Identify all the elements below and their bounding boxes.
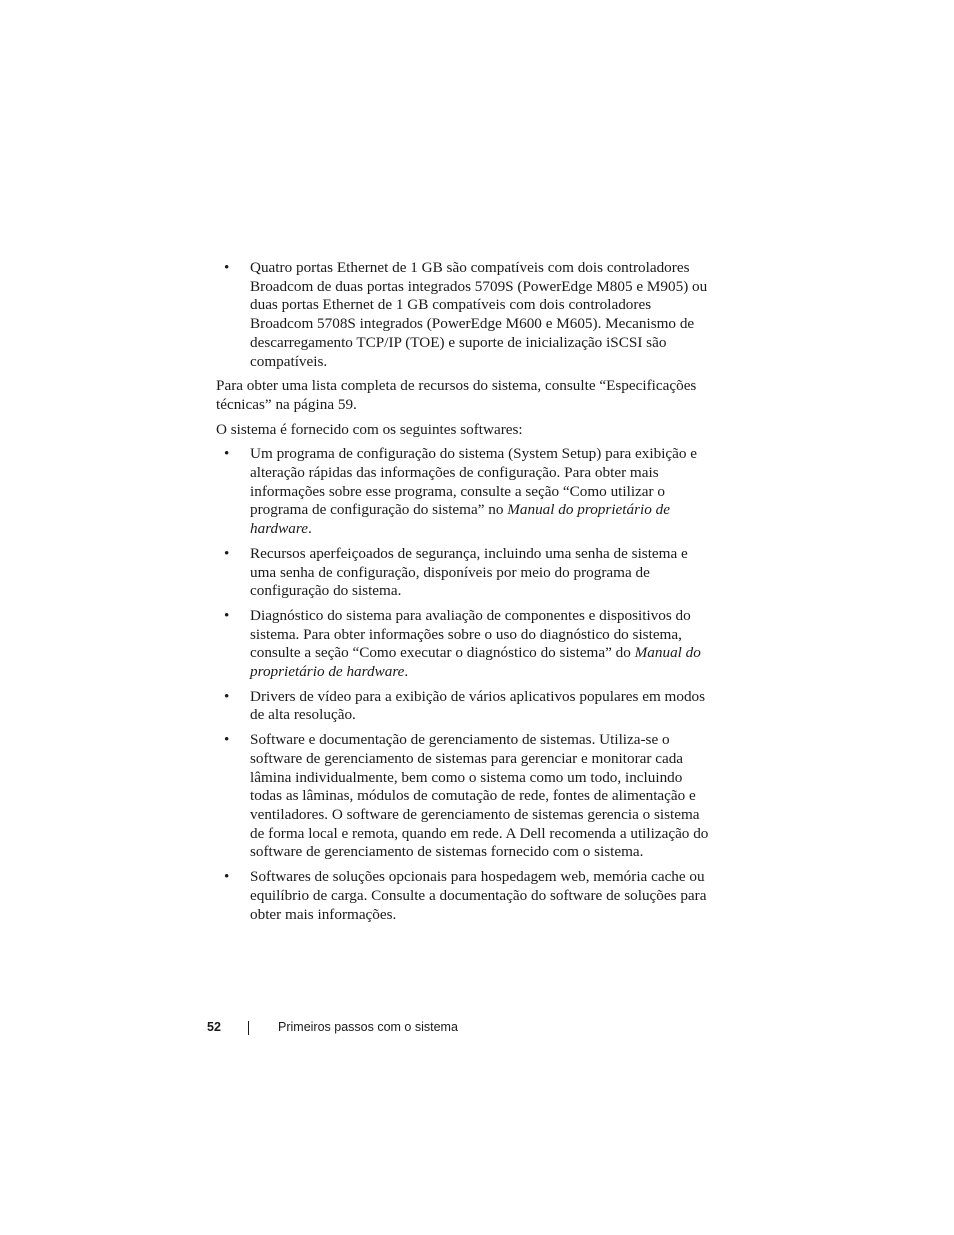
bullet-icon: •	[224, 544, 230, 562]
list-item	[216, 545, 716, 601]
bullet-icon: •	[224, 259, 230, 276]
page-body	[216, 259, 716, 930]
list-item-text: Diagnóstico do sistema para avaliação de componentes e dispositivos do sistema. Para obter informações sobre o uso do diagnóstico do sistema, consulte a seção “Como executar o diagnóstico do sistema” do	[250, 606, 691, 662]
bullet-icon: •	[224, 868, 230, 886]
bullet-icon: •	[224, 687, 230, 705]
chapter-title: Primeiros passos com o sistema	[278, 1020, 458, 1034]
bullet-icon: •	[224, 445, 230, 463]
bullet-icon: •	[224, 606, 230, 624]
list-item-text: Um programa de configuração do sistema (System Setup) para exibição e alteração rápidas das informações de configuração. Para obter mais informações sobre esse programa, consulte a seção “Como utilizar o programa de configuração do sistema” no	[250, 445, 698, 519]
list-item	[216, 607, 716, 682]
list-item	[216, 445, 716, 539]
list-item-text: Drivers de vídeo para a exibição de vários aplicativos populares em modos de alta resolução.	[250, 687, 706, 724]
list-item-text-end: .	[307, 520, 312, 538]
list-item-text: Software e documentação de gerenciamento de sistemas. Utiliza-se o software de gerenciamento de sistemas para gerenciar e monitorar cada lâmina individualmente, bem como o sistema como um todo, incluindo todas as lâminas, módulos de comutação de rede, fontes de alimentação e ventiladores. O software de gerenciamento de sistemas gerencia o sistema de forma local e remota, quando em rede. A Dell recomenda a utilização do software de gerenciamento de sistemas fornecido com o sistema.	[250, 731, 709, 861]
manual-reference: Manual do proprietário de hardware	[250, 644, 701, 681]
list-item	[216, 259, 716, 371]
software-bullet-list	[216, 445, 716, 924]
software-intro-paragraph: O sistema é fornecido com os seguintes softwares:	[216, 420, 523, 438]
list-item	[216, 688, 716, 725]
page-number: 52	[207, 1020, 221, 1034]
list-item	[216, 731, 716, 862]
list-item-text-end: .	[404, 663, 409, 681]
resources-paragraph: Para obter uma lista completa de recursos do sistema, consulte “Especificações técnicas” na página 59.	[216, 377, 697, 413]
footer-divider	[248, 1021, 249, 1035]
list-item-text: Recursos aperfeiçoados de segurança, incluindo uma senha de sistema e uma senha de configuração, disponíveis por meio do programa de configuração do sistema.	[250, 544, 688, 600]
manual-reference: Manual do proprietário de hardware	[250, 501, 670, 538]
list-item-text: Quatro portas Ethernet de 1 GB são compatíveis com dois controladores Broadcom de duas portas integrados 5709S (PowerEdge M805 e M905) ou duas portas Ethernet de 1 GB compatíveis com dois controladores Broadcom 5708S integrados (PowerEdge M600 e M605). Mecanismo de descarregamento TCP/IP (TOE) e suporte de inicialização iSCSI são compatíveis.	[250, 259, 708, 370]
list-item	[216, 868, 716, 924]
list-item-text: Softwares de soluções opcionais para hospedagem web, memória cache ou equilíbrio de carga. Consulte a documentação do software de soluções para obter mais informações.	[250, 868, 707, 923]
bullet-icon: •	[224, 731, 230, 749]
intro-bullet-list	[216, 259, 716, 371]
